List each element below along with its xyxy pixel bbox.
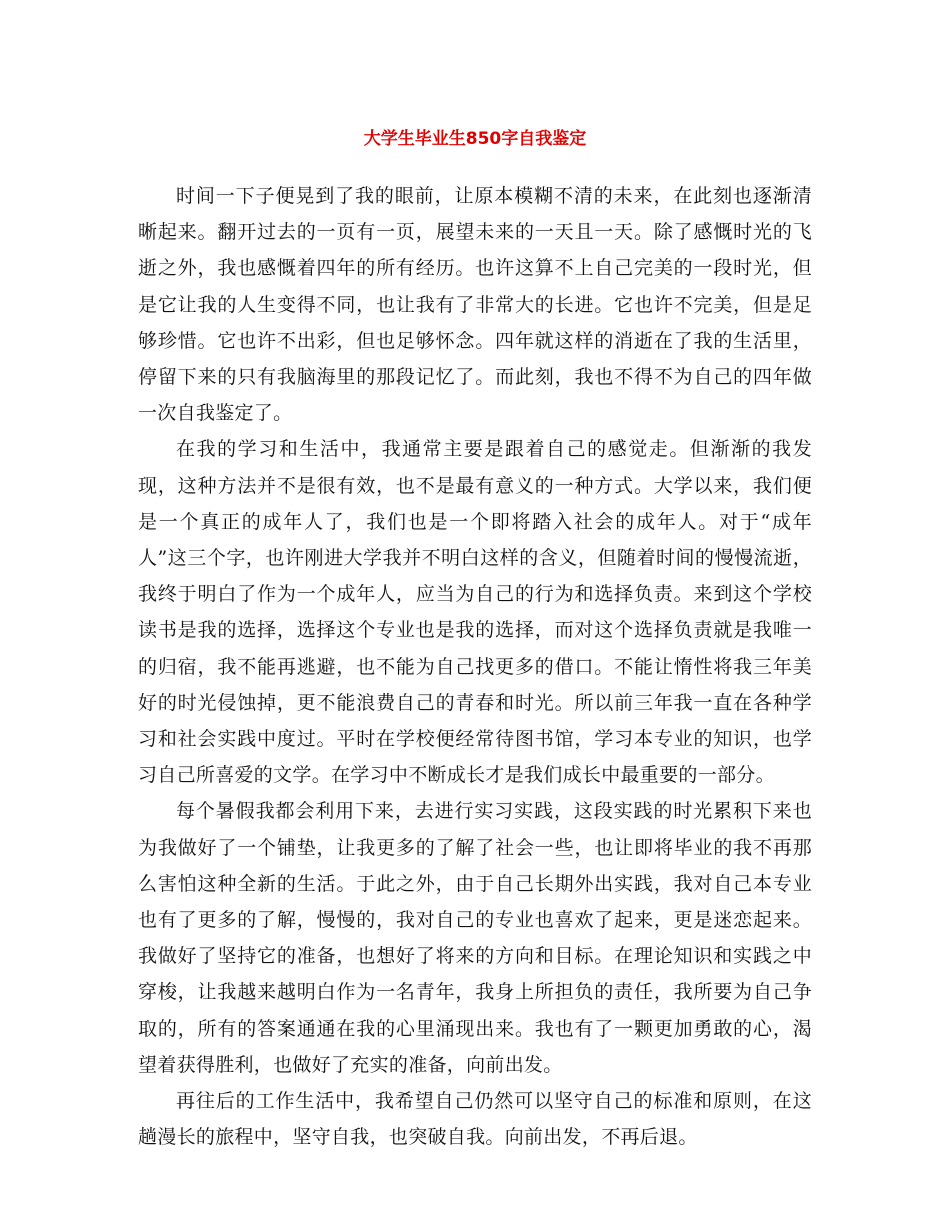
paragraph-4: 再往后的工作生活中，我希望自己仍然可以坚守自己的标准和原则，在这趟漫长的旅程中，坚守自我，也突破自我。向前出发，不再后退。	[138, 1090, 812, 1149]
paragraph-1: 时间一下子便晃到了我的眼前，让原本模糊不清的未来，在此刻也逐渐清晰起来。翻开过去的一页有一页，展望未来的一天且一天。除了感慨时光的飞逝之外，我也感慨着四年的所有经历。也许这算不上自己完美的一段时光，但是它让我的人生变得不同，也让我有了非常大的长进。它也许不完美，但是足够珍惜。它也许不出彩，但也足够怀念。四年就这样的消逝在了我的生活里，停留下来的只有我脑海里的那段记忆了。而此刻，我也不得不为自己的四年做一次自我鉴定了。	[138, 185, 812, 425]
document-title: 大学生毕业生850字自我鉴定	[363, 129, 587, 149]
document-body	[138, 178, 812, 1155]
paragraph-2: 在我的学习和生活中，我通常主要是跟着自己的感觉走。但渐渐的我发现，这种方法并不是很有效，也不是最有意义的一种方式。大学以来，我们便是一个真正的成年人了，我们也是一个即将踏入社会的成年人。对于“成年人”这三个字，也许刚进大学我并不明白这样的含义，但随着时间的慢慢流逝，我终于明白了作为一个成年人，应当为自己的行为和选择负责。来到这个学校读书是我的选择，选择这个专业也是我的选择，而对这个选择负责就是我唯一的归宿，我不能再逃避，也不能为自己找更多的借口。不能让惰性将我三年美好的时光侵蚀掉，更不能浪费自己的青春和时光。所以前三年我一直在各种学习和社会实践中度过。平时在学校便经常待图书馆，学习本专业的知识，也学习自己所喜爱的文学。在学习中不断成长才是我们成长中最重要的一部分。	[138, 438, 812, 787]
paragraph-3: 每个暑假我都会利用下来，去进行实习实践，这段实践的时光累积下来也为我做好了一个铺垫，让我更多的了解了社会一些，也让即将毕业的我不再那么害怕这种全新的生活。于此之外，由于自己长期外出实践，我对自己本专业也有了更多的了解，慢慢的，我对自己的专业也喜欢了起来，更是迷恋起来。我做好了坚持它的准备，也想好了将来的方向和目标。在理论知识和实践之中穿梭，让我越来越明白作为一名青年，我身上所担负的责任，我所要为自己争取的，所有的答案通通在我的心里涌现出来。我也有了一颗更加勇敢的心，渴望着获得胜利，也做好了充实的准备，向前出发。	[138, 800, 812, 1076]
